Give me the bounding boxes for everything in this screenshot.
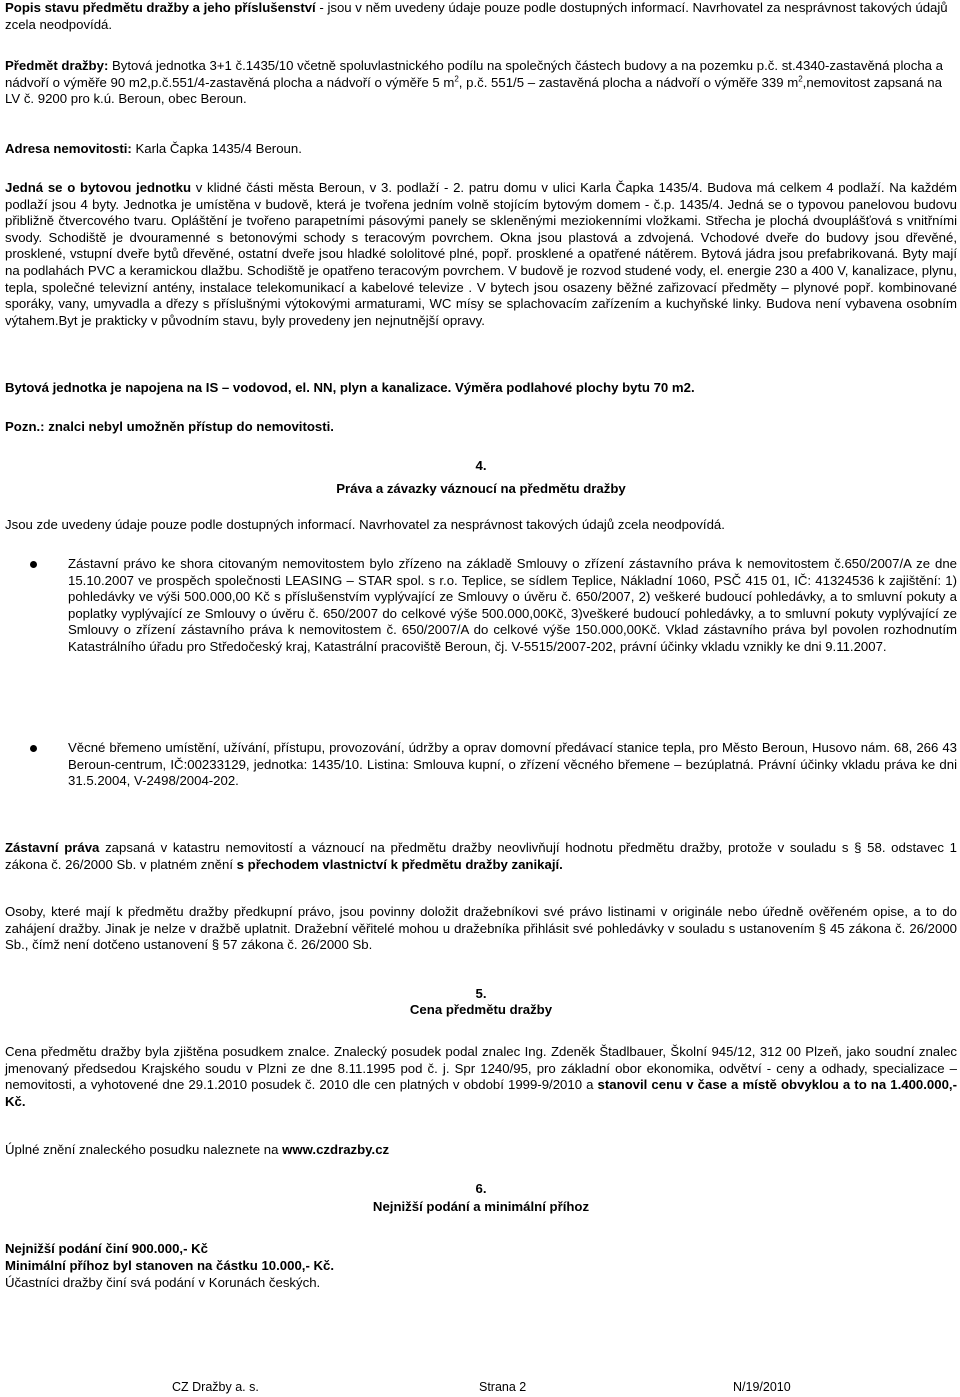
footer-case: N/19/2010 — [733, 1380, 791, 1394]
intro-paragraph — [5, 0, 957, 33]
description-paragraph — [5, 180, 957, 329]
connection-text: Bytová jednotka je napojena na IS – vodovod, el. NN, plyn a kanalizace. Výměra podlahové plochy bytu 70 m2. — [5, 380, 695, 395]
pledge-bold-end: s přechodem vlastnictví k předmětu dražby zanikají. — [236, 856, 563, 872]
footer-company: CZ Dražby a. s. — [172, 1380, 259, 1394]
price-paragraph — [5, 1044, 957, 1110]
price-text: Cena předmětu dražby byla zjištěna posudkem znalce. Znalecký posudek podal znalec Ing. Zdeněk Štadlbauer, Školní 945/12, 312 00 Plzeň, jako soudní znalec jmenovaný předsedou Krajského soudu v Plzni ze dne 8.11.1995 pod č. j. Spr 1240/95, pro základní obor ekonomika, odvětví - ceny a odhady, specializace – nemovitosti, a vyhotovené dne 29.1.2010 posudek č. 2010 dle cen platných v období 1999-9/2010 a — [5, 1044, 957, 1093]
pledge-paragraph — [5, 840, 957, 873]
url-link[interactable]: www.czdrazby.cz — [282, 1142, 390, 1157]
list-item — [30, 740, 957, 790]
subject-text-2: , p.č. 551/5 – zastavěná plocha a nádvoří o výměře 339 m — [458, 74, 799, 90]
subject-sup-1: 2 — [454, 74, 459, 84]
min-increment-line: Minimální příhoz byl stanoven na částku 10.000,- Kč. — [5, 1258, 335, 1273]
section5-number: 5. — [475, 986, 487, 1001]
price-bold: stanovil cenu v čase a místě obvyklou a to na 1.400.000,- Kč. — [5, 1077, 957, 1109]
preemption-paragraph: Osoby, které mají k předmětu dražby předkupní právo, jsou povinny doložit dražebníkovi své právo listinami v originále nebo úředně ověřeném opise, a to do zahájení dražby. Jinak je nelze v dražbě uplatnit. Dražební věřitelé mohou u dražebníka přihlásit své pohledávky v souladu s ustanovením § 45 zákona č. 26/2000 Sb., čímž není dotčeno ustanovení § 57 zákona č. 26/2000 Sb. — [5, 904, 957, 953]
pledge-label: Zástavní práva — [5, 840, 100, 855]
bullet-icon — [30, 745, 37, 752]
section5-title: Cena předmětu dražby — [409, 1002, 553, 1017]
subject-text-1: Bytová jednotka 3+1 č.1435/10 včetně spoluvlastnického podílu na společných částech budovy a na pozemku p.č. st.4340-zastavěná plocha a nádvoří o výměře 90 m2,p.č.551/4-zastavěná plocha a nádvoří o výměře 5 m — [5, 58, 943, 90]
pledge-item-text: Zástavní právo ke shora citovaným nemovitostem bylo zřízeno na základě Smlouvy o zřízení zástavního práva k nemovitostem č.650/2007/A ze dne 15.10.2007 ve prospěch společnosti LEASING – STAR spol. s r.o. Teplice, se sídlem Teplice, Nákladní 1060, PSČ 415 01, IČ: 41324536 k zajištění: 1) pohledávky ve výši 500.000,00 Kč s příslušenstvím vyplývající ze Smlouvy o úvěru č. 650/2007, 2) veškeré budoucí pohledávky, a to smluvní pokuty a poplatky vyplývající ze Smlouvy o úvěru č. 650/2007 do celkové výše 500.000,00Kč, 3)veškeré budoucí pohledávky, a to smluvní pokuty vyplývající ze Smlouvy o zřízení zástavního práva k nemovitostem č. 650/2007/A do celkové výše 150.000,00Kč. Vklad zástavního práva byl povolen rozhodnutím Katastrálního úřadu pro Středočeský kraj, Katastrální pracoviště Beroun, čj. V-5515/2007-202, právní účinky vkladu vznikly ke dni 9.11.2007. — [68, 556, 957, 654]
note-text: Pozn.: znalci nebyl umožněn přístup do nemovitosti. — [5, 419, 334, 434]
intro-title: Popis stavu předmětu dražby a jeho příslušenství — [5, 0, 316, 15]
address-line — [5, 141, 957, 158]
intro-text: - jsou v něm uvedeny údaje pouze podle dostupných informací. Navrhovatel za nesprávnost takových údajů zcela neodpovídá. — [5, 0, 948, 32]
section4-intro: Jsou zde uvedeny údaje pouze podle dostupných informací. Navrhovatel za nesprávnost takových údajů zcela neodpovídá. — [5, 517, 725, 532]
section4-number: 4. — [475, 458, 487, 473]
note-line — [5, 419, 957, 436]
subject-label: Předmět dražby: — [5, 58, 109, 73]
subject-paragraph — [5, 58, 957, 108]
subject-sup-2: 2 — [798, 74, 803, 84]
subject-text-3: ,nemovitost zapsaná na LV č. 9200 pro k.ú. Beroun, obec Beroun. — [5, 74, 942, 107]
description-text: v klidné části města Beroun, v 3. podlaží - 2. patru domu v ulici Karla Čapka 1435/4. Budova má celkem 4 podlaží. Na každém podlaží jsou 4 byty. Jednotka je umístěna v budově, která je tvořena jedním volně stojícím bytovým domem - č.p. 1435/4. Jedná se o typovou panelovou budovu přibližně čtvercového tvaru. Opláštění je tvořeno parapetními pásovými panely se skleněnými meziokenními vložkami. Střecha je plochá dvouplášťová s vnitřními svody. Schodiště je dvouramenné s betonovými schody s teracovým povrchem. Okna jsou plastová a zdvojená. Vchodové dveře do budovy jsou dřevěné, prosklené, vstupní dveře bytů dřevěné, ostatní dveře jsou hladké sololitové plné, popř. prosklené a opatřené nátěrem. Bytová jádra jsou prefabrikovaná. Byty mají na podlahách PVC a keramickou dlažbu. Schodiště je opatřeno teracovým povrchem. V budově je rozvod studené vody, el. energie 230 a 400 V, kanalizace, plynu, tepla, společné televizní antény, instalace telekomunikací a kabelové televize . V bytech jsou osazeny běžné zařizovací předměty – plynové popř. kombinované sporáky, vany, umyvadla a dřezy s příslušnými výtokovými armaturami, WC mísy se splachovacím zařízením a kuchyňské linky. Budova není vybavena osobním výtahem.Byt je prakticky v původním stavu, byly provedeny jen nejnutnější opravy. — [5, 180, 957, 328]
easement-item-text: Věcné břemeno umístění, užívání, přístupu, provozování, údržby a oprav domovní předávací stanice tepla, pro Město Beroun, Husovo nám. 68, 266 43 Beroun-centrum, IČ:00233129, jednotka: 1435/10. Listina: Smlouva kupní, o zřízení věcného břemene – bezúplatná. Právní účinky vkladu práva ke dni 31.5.2004, V-2498/2004-202. — [68, 740, 957, 789]
full-text-line: Úplné znění znaleckého posudku naleznete na www.czdrazby.cz — [5, 1142, 390, 1157]
description-lead: Jedná se o bytovou jednotku — [5, 180, 191, 195]
section4-title: Práva a závazky váznoucí na předmětu dražby — [336, 481, 626, 496]
bullet-icon — [30, 561, 37, 568]
min-bid-line: Nejnižší podání činí 900.000,- Kč — [5, 1241, 209, 1256]
list-item — [30, 556, 957, 656]
footer-page: Strana 2 — [479, 1380, 527, 1394]
address-value: Karla Čapka 1435/4 Beroun. — [131, 141, 302, 156]
section6-title: Nejnižší podání a minimální příhoz — [372, 1199, 590, 1214]
section6-number: 6. — [475, 1181, 487, 1196]
currency-note: Účastníci dražby činí svá podání v Korunách českých. — [5, 1275, 321, 1290]
address-label: Adresa nemovitosti: — [5, 141, 132, 156]
connection-line — [5, 380, 957, 397]
pledge-text: zapsaná v katastru nemovitostí a váznoucí na předmětu dražby neovlivňují hodnotu předmětu dražby, protože v souladu s § 58. odstavec 1 zákona č. 26/2000 Sb. v platném znění — [5, 840, 957, 872]
